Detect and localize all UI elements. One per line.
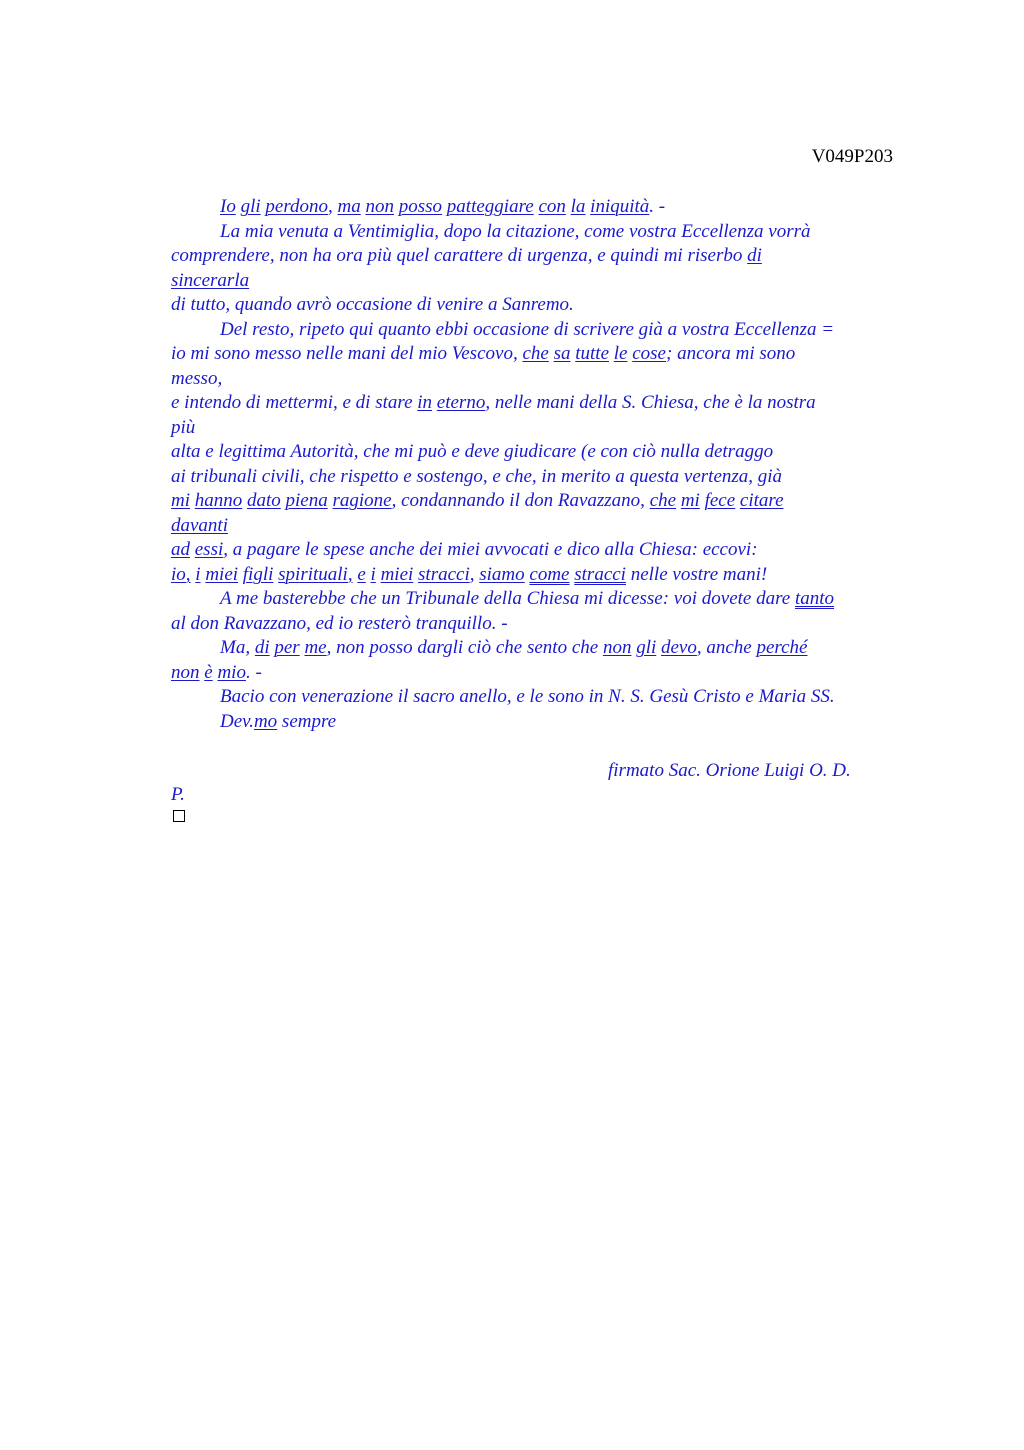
letter-line	[171, 661, 893, 686]
text-run: nelle vostre mani!	[625, 563, 768, 585]
text-run: e intendo di mettermi, e di stare	[171, 392, 418, 413]
letter-line	[171, 195, 893, 220]
underlined-word: per	[274, 637, 300, 658]
underlined-word: ragione	[332, 490, 392, 511]
underlined-word: essi	[194, 539, 224, 560]
underlined-word: miei	[205, 563, 239, 585]
page-reference: V049P203	[811, 146, 893, 167]
underlined-word: mi	[171, 490, 190, 511]
underlined-word: devo	[661, 637, 697, 658]
text-run: ; ancora mi sono	[666, 343, 796, 364]
underlined-word: Io	[220, 196, 236, 217]
text-run: . -	[245, 661, 262, 683]
underlined-word: patteggiare	[446, 196, 534, 217]
text-run: , a pagare le spese anche dei miei avvocati e dico alla Chiesa: eccovi:	[223, 539, 758, 560]
letter-line	[171, 587, 893, 612]
underlined-word: sa	[553, 343, 571, 364]
text-run: . -	[649, 196, 666, 217]
underlined-word: le	[613, 343, 628, 364]
underlined-word: davanti	[171, 514, 228, 536]
text-run: , anche	[696, 637, 757, 658]
underlined-word: in	[417, 392, 433, 413]
underlined-word: stracci	[418, 563, 470, 585]
underlined-word: me	[304, 637, 327, 658]
underlined-word: che	[522, 343, 549, 364]
underlined-word: ma	[337, 196, 361, 217]
double-underlined-word: stracci	[574, 563, 626, 585]
letter-line	[171, 563, 893, 588]
underlined-word: mo	[253, 710, 278, 732]
letter-line: Del resto, ripeto qui quanto ebbi occasione di scrivere già a vostra Eccellenza =	[220, 318, 835, 340]
text-run: comprendere, non ha ora più quel carattere di urgenza, e quindi mi riserbo	[171, 245, 748, 266]
letter-line: alta e legittima Autorità, che mi può e deve giudicare (e con ciò nulla detraggo	[171, 441, 774, 462]
double-underlined-word: tanto	[794, 588, 835, 609]
underlined-word: perdono	[265, 196, 329, 217]
text-run: sempre	[277, 710, 337, 732]
underlined-word: perché	[756, 637, 808, 658]
underlined-word: siamo	[479, 563, 525, 585]
underlined-word: i	[195, 563, 201, 585]
underlined-word: di	[254, 637, 270, 658]
text-run: io mi sono messo nelle mani del mio Vescovo,	[171, 343, 523, 364]
underlined-word: posso	[398, 196, 443, 217]
underlined-word: e	[357, 563, 366, 585]
underlined-word: gli	[636, 637, 657, 658]
underlined-word: spirituali,	[278, 563, 353, 585]
letter-line	[171, 514, 893, 539]
underlined-word: con	[538, 196, 566, 217]
blank-line	[171, 734, 893, 759]
underlined-word: miei	[380, 563, 414, 585]
underlined-word: tutte	[575, 343, 610, 364]
letter-line	[171, 269, 893, 294]
text-run: , nelle mani della S. Chiesa, che è la nostra	[485, 392, 816, 413]
underlined-word: che	[649, 490, 677, 511]
signature-line: P.	[171, 784, 185, 805]
letter-line: di tutto, quando avrò occasione di venire a Sanremo.	[171, 294, 574, 315]
text-run: ,	[328, 196, 333, 217]
text-run: , condannando il don Ravazzano,	[391, 490, 650, 511]
letter-line	[171, 489, 893, 514]
underlined-word: di	[747, 245, 762, 266]
underlined-word: figli	[242, 563, 274, 585]
underlined-word: eterno	[436, 392, 486, 413]
text-run: A me basterebbe che un Tribunale della Chiesa mi dicesse: voi dovete dare	[220, 588, 795, 609]
underlined-word: cose	[632, 343, 666, 364]
underlined-word: mi	[680, 490, 700, 511]
letter-line	[171, 710, 893, 735]
letter-line	[171, 636, 893, 661]
letter-line	[171, 244, 893, 269]
letter-line: Bacio con venerazione il sacro anello, e le sono in N. S. Gesù Cristo e Maria SS.	[220, 686, 835, 707]
underlined-word: sincerarla	[171, 269, 250, 291]
underlined-word: non	[171, 661, 200, 683]
letter-line: al don Ravazzano, ed io resterò tranquillo. -	[171, 612, 508, 634]
letter-line	[171, 538, 893, 563]
underlined-word: ad	[171, 539, 190, 560]
text-run: , non posso dargli ciò che sento che	[326, 637, 603, 658]
underlined-word: la	[570, 196, 586, 217]
letter-line: La mia venuta a Ventimiglia, dopo la citazione, come vostra Eccellenza vorrà	[220, 220, 811, 242]
double-underlined-word: come	[529, 563, 570, 585]
end-square-icon	[173, 810, 185, 822]
underlined-word: è	[204, 661, 213, 683]
underlined-word: mio	[217, 661, 246, 683]
text-run: Dev.	[220, 710, 254, 732]
underlined-word: citare	[739, 490, 784, 511]
underlined-word: non	[602, 637, 632, 658]
underlined-word: iniquità	[590, 196, 650, 217]
underlined-word: dato	[247, 490, 281, 511]
text-run: ,	[469, 563, 475, 585]
underlined-word: fece	[704, 490, 736, 511]
underlined-word: hanno	[194, 490, 243, 511]
underlined-word: io,	[171, 563, 191, 585]
underlined-word: gli	[240, 196, 261, 217]
underlined-word: non	[365, 196, 394, 217]
signature-line: firmato Sac. Orione Luigi O. D.	[608, 759, 851, 781]
text-run: Ma,	[220, 637, 255, 658]
letter-body	[171, 195, 893, 808]
letter-line	[171, 391, 893, 416]
letter-line: messo,	[171, 367, 223, 389]
letter-line: ai tribunali civili, che rispetto e sostengo, e che, in merito a questa vertenza, già	[171, 465, 783, 487]
letter-line: più	[171, 416, 196, 438]
underlined-word: piena	[285, 490, 328, 511]
letter-line	[171, 342, 893, 367]
underlined-word: i	[370, 563, 376, 585]
